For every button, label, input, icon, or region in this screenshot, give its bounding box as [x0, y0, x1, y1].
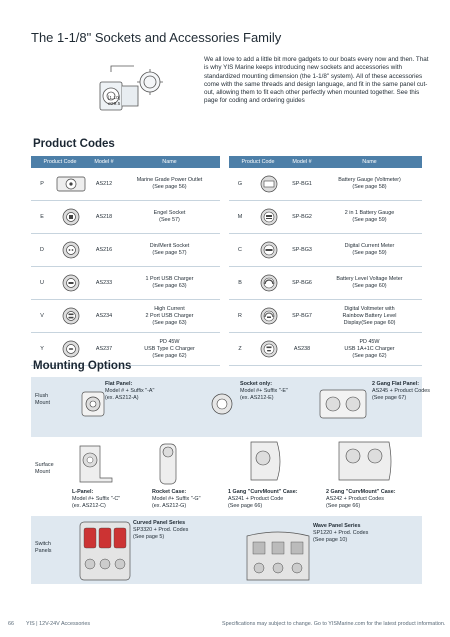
product-code: Z	[238, 345, 242, 352]
switch-caption-curved-panel: Curved Panel Series SP3320 + Prod. Codes (See page 5)	[133, 520, 189, 540]
header-model: Model #	[94, 159, 114, 165]
socket-only-image	[210, 392, 234, 416]
page-number: 66	[8, 621, 14, 627]
product-code: E	[40, 213, 44, 220]
table-row	[229, 267, 422, 300]
product-name: Marine Grade Power Outlet (See page 56)	[136, 177, 203, 190]
flush-caption-two-gang: 2 Gang Flat Panel: AS245 + Product Codes (See page 67)	[372, 381, 430, 401]
model-number: AS238	[293, 345, 311, 352]
product-codes-title: Product Codes	[33, 138, 115, 150]
wave-panel-image	[245, 528, 311, 582]
flush-mount-label: Flush Mount	[35, 393, 50, 406]
table-row	[229, 234, 422, 267]
product-table-right	[229, 156, 422, 366]
mounting-options-title: Mounting Options	[33, 360, 132, 372]
dimension-label: [1.10] ø29.5	[108, 96, 121, 107]
table-row	[229, 300, 422, 333]
battery-gauge-icon	[251, 175, 287, 193]
model-number: SP-BG3	[292, 246, 312, 253]
product-name: Digital Current Meter (See page 59)	[344, 243, 395, 256]
footer-disclaimer: Specifications may subject to change. Go to YISMarine.com for the latest product information.	[222, 621, 446, 627]
model-number: AS233	[95, 279, 113, 286]
dual-usb-charger-icon	[53, 307, 89, 325]
table-row	[229, 333, 422, 366]
product-code: U	[40, 279, 44, 286]
din-socket-icon	[53, 241, 89, 259]
product-name: Battery Gauge (Voltmeter) (See page 58)	[338, 177, 401, 190]
two-gang-curvmount-image	[335, 438, 395, 484]
table-header	[31, 156, 220, 168]
product-name: Digital Voltmeter with Rainbow Battery Level Display(See page 60)	[342, 305, 397, 326]
table-row	[31, 300, 220, 333]
table-row	[31, 267, 220, 300]
table-row	[229, 201, 422, 234]
usb-c-charger-icon	[53, 340, 89, 358]
rocket-case-image	[155, 440, 181, 486]
usb-a-c-charger-icon	[251, 340, 287, 358]
l-panel-image	[76, 440, 116, 484]
surface-mount-label: Surface Mount	[35, 462, 54, 475]
surface-caption-rocket-case: Rocket Case: Model #+ Suffix "-G" (ex. AS212-G)	[152, 489, 201, 509]
socket-drawing	[94, 60, 164, 122]
usb-charger-icon	[53, 274, 89, 292]
surface-caption-l-panel: L-Panel: Model #+ Suffix "-C" (ex. AS212-C)	[72, 489, 121, 509]
product-name: 2 in 1 Battery Gauge (See page 59)	[344, 210, 395, 223]
surface-caption-curvmount: 1 Gang "CurvMount" Case: AS241 + Product Code (See page 66)	[228, 489, 298, 509]
intro-text: We all love to add a little bit more gadgets to our boats every now and then. That is why YIS Marine keeps introducing new sockets and accessories with standardized mounting dimension (the 1-1/8" system). All of these accessories come with the same threads and design language, and fit in the same panel cut-out, allowing them to fit each other perfectly when mounted together. See this page for coding and ordering guides	[204, 56, 429, 105]
table-row	[31, 201, 220, 234]
product-code: P	[40, 180, 44, 187]
flush-caption-socket-only: Socket only: Model #+ Suffix "-E" (ex. AS212-E)	[240, 381, 288, 401]
product-code: M	[237, 213, 243, 220]
model-number: SP-BG2	[292, 213, 312, 220]
product-code: B	[238, 279, 242, 286]
product-code: Y	[40, 345, 44, 352]
curved-panel-image	[78, 520, 132, 582]
table-row	[31, 168, 220, 201]
product-code: V	[40, 312, 44, 319]
rainbow-voltmeter-icon	[251, 307, 287, 325]
product-name: Din/Merit Socket (See page 57)	[149, 243, 190, 256]
page-title: The 1-1/8" Sockets and Accessories Family	[31, 30, 282, 45]
current-meter-icon	[251, 241, 287, 259]
battery-level-meter-icon	[251, 274, 287, 292]
product-name: Battery Level Voltage Meter (See page 60)	[336, 276, 403, 289]
model-number: AS216	[95, 246, 113, 253]
power-outlet-icon	[53, 175, 89, 193]
model-number: AS237	[95, 345, 113, 352]
product-name: Engel Socket (See 57)	[153, 210, 186, 223]
product-name: PD 45W USB 1A+1C Charger (See page 62)	[344, 338, 395, 359]
header-model: Model #	[292, 159, 312, 165]
model-number: AS218	[95, 213, 113, 220]
switch-caption-wave-panel: Wave Panel Series SP1220 + Prod. Codes (See page 10)	[313, 523, 369, 543]
flat-panel-image	[80, 390, 106, 418]
model-number: SP-BG1	[292, 180, 312, 187]
product-code: R	[238, 312, 242, 319]
header-name: Name	[162, 159, 177, 165]
product-table-left	[31, 156, 220, 366]
surface-caption-two-gang-curvmount: 2 Gang "CurvMount" Case: AS242 + Product Codes (See page 66)	[326, 489, 396, 509]
header-code: Product Code	[43, 159, 77, 165]
product-code: D	[40, 246, 44, 253]
flush-caption-flat-panel: Flat Panel: Model # + Suffix "-A" (ex. AS212-A)	[105, 381, 155, 401]
product-code: G	[237, 180, 243, 187]
two-gang-panel-image	[318, 388, 368, 420]
product-name: 1 Port USB Charger (See page 63)	[145, 276, 194, 289]
table-header	[229, 156, 422, 168]
model-number: SP-BG6	[292, 279, 312, 286]
model-number: SP-BG7	[292, 312, 312, 319]
table-row	[31, 234, 220, 267]
curvmount-case-image	[245, 438, 285, 484]
product-name: PD 45W USB Type C Charger (See page 62)	[144, 338, 195, 359]
table-row	[229, 168, 422, 201]
product-code: C	[238, 246, 242, 253]
model-number: AS212	[95, 180, 113, 187]
switch-panels-label: Switch Panels	[35, 541, 52, 554]
header-code: Product Code	[241, 159, 275, 165]
engel-socket-icon	[53, 208, 89, 226]
product-name: High Current 2 Port USB Charger (See page 63)	[145, 305, 194, 326]
footer-brand: YIS | 12V-24V Accessories	[26, 621, 91, 627]
dual-battery-gauge-icon	[251, 208, 287, 226]
model-number: AS234	[95, 312, 113, 319]
header-name: Name	[362, 159, 377, 165]
